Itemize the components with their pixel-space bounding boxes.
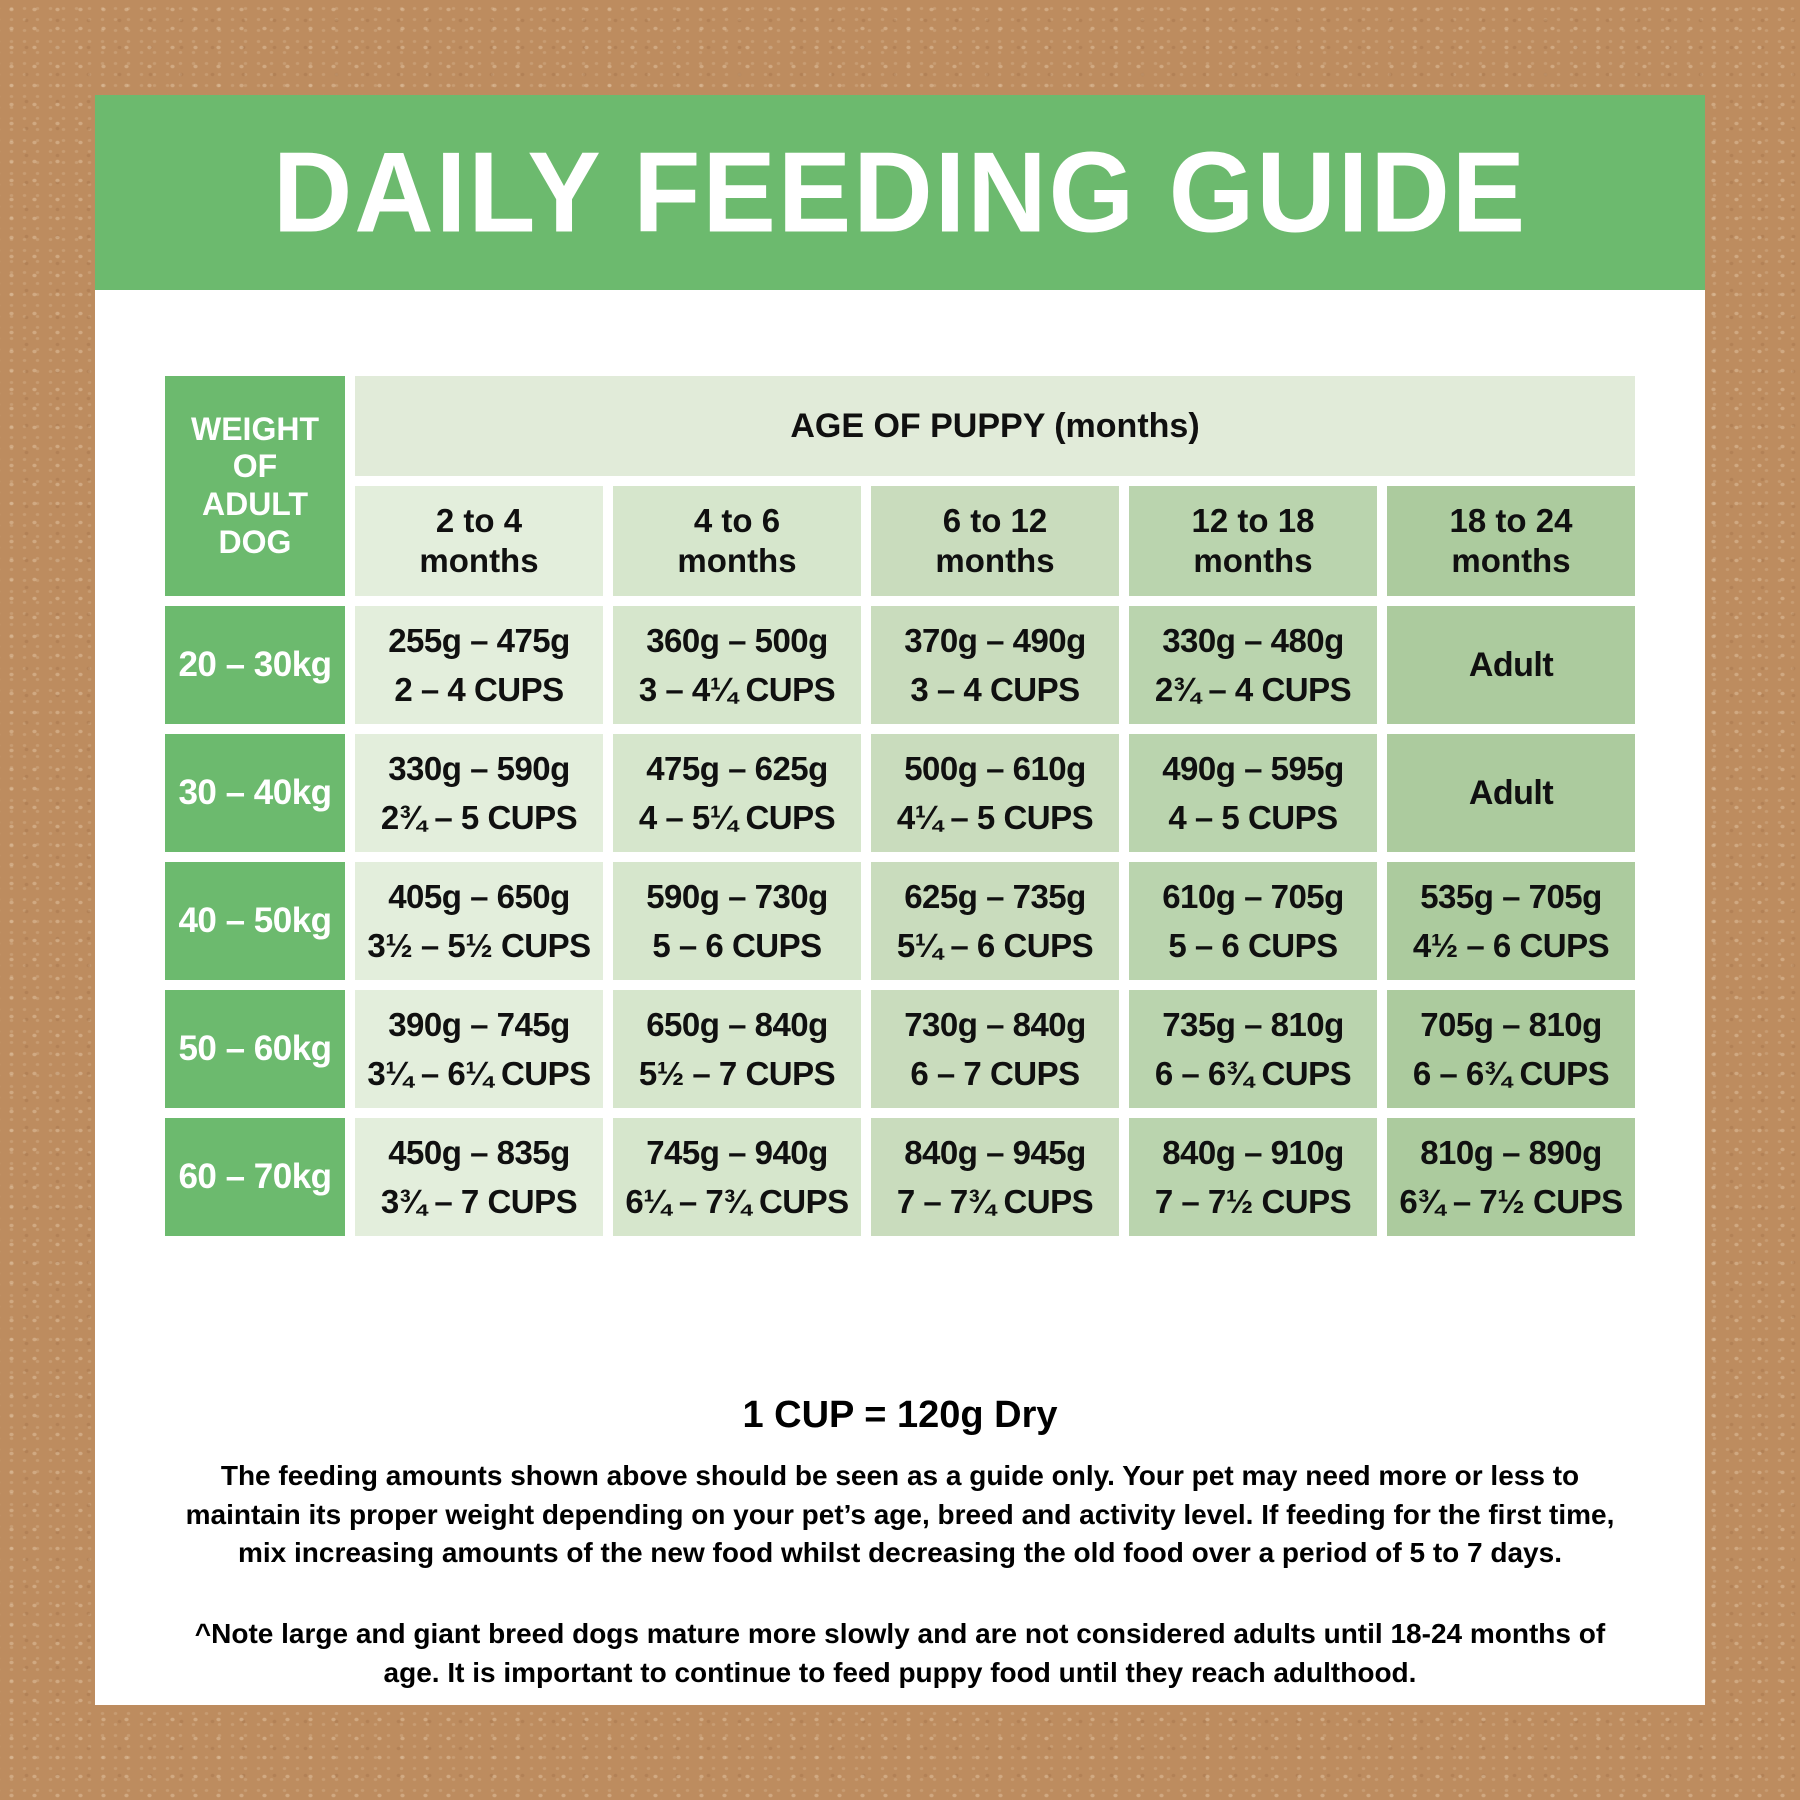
cups-range: 2¾ – 4 CUPS: [1154, 671, 1352, 708]
grams-range: 405g – 650g: [388, 877, 570, 915]
grams-range: 330g – 590g: [388, 749, 570, 787]
table-cell: [613, 990, 861, 1108]
cups-range: 2 – 4 CUPS: [394, 671, 564, 708]
table-cell: [613, 606, 861, 724]
table-cell: [871, 606, 1119, 724]
table-cell: [613, 734, 861, 852]
table-cell: [355, 990, 603, 1108]
grams-range: 390g – 745g: [388, 1005, 570, 1043]
grams-range: 650g – 840g: [646, 1005, 828, 1043]
row-header-40-50kg: 40 – 50kg: [165, 862, 345, 980]
col-header-12-18: 12 to 18 months: [1129, 486, 1377, 596]
cups-range: 3½ – 5½ CUPS: [367, 927, 591, 964]
table-cell: [1129, 990, 1377, 1108]
grams-range: 535g – 705g: [1420, 877, 1602, 915]
grams-range: 730g – 840g: [904, 1005, 1086, 1043]
row-header-30-40kg: 30 – 40kg: [165, 734, 345, 852]
grams-range: 490g – 595g: [1162, 749, 1344, 787]
feeding-table-grid: [165, 376, 1635, 1236]
age-group-header: AGE OF PUPPY (months): [355, 376, 1635, 476]
table-cell: [1129, 606, 1377, 724]
large-breed-note: ^Note large and giant breed dogs mature more slowly and are not considered adults until 18-24 months of age. It is important to continue to feed puppy food until they reach adulthood.: [194, 1617, 1606, 1688]
cups-range: 7 – 7¾ CUPS: [896, 1183, 1094, 1220]
grams-range: 840g – 910g: [1162, 1133, 1344, 1171]
table-cell: [355, 734, 603, 852]
cups-range: 2¾ – 5 CUPS: [380, 799, 578, 836]
table-cell: [1129, 862, 1377, 980]
grams-range: 590g – 730g: [646, 877, 828, 915]
weight-corner-header: WEIGHT OF ADULT DOG: [165, 376, 345, 596]
cups-range: 5 – 6 CUPS: [1168, 927, 1338, 964]
table-cell: [871, 1118, 1119, 1236]
table-cell: [871, 990, 1119, 1108]
cups-range: 3¼ – 6¼ CUPS: [367, 1055, 591, 1092]
cups-range: 4 – 5 CUPS: [1168, 799, 1338, 836]
cups-range: 6 – 6¾ CUPS: [1154, 1055, 1352, 1092]
grams-range: 450g – 835g: [388, 1133, 570, 1171]
adult-label: Adult: [1468, 773, 1554, 812]
cups-range: 4 – 5¼ CUPS: [638, 799, 836, 836]
cups-range: 3 – 4¼ CUPS: [638, 671, 836, 708]
table-cell: [613, 1118, 861, 1236]
feeding-table: [165, 376, 1635, 1236]
table-cell: [355, 606, 603, 724]
cups-range: 5 – 6 CUPS: [652, 927, 822, 964]
feeding-guide-card: [95, 95, 1705, 1705]
grams-range: 810g – 890g: [1420, 1133, 1602, 1171]
col-header-2-4: 2 to 4 months: [355, 486, 603, 596]
grams-range: 745g – 940g: [646, 1133, 828, 1171]
grams-range: 735g – 810g: [1162, 1005, 1344, 1043]
cups-range: 7 – 7½ CUPS: [1154, 1183, 1352, 1220]
table-cell: [871, 862, 1119, 980]
col-header-6-12: 6 to 12 months: [871, 486, 1119, 596]
cups-range: 4¼ – 5 CUPS: [896, 799, 1094, 836]
table-cell: [355, 1118, 603, 1236]
cups-range: 6¼ – 7¾ CUPS: [625, 1183, 849, 1220]
row-header-20-30kg: 20 – 30kg: [165, 606, 345, 724]
page-title: DAILY FEEDING GUIDE: [272, 128, 1528, 257]
grams-range: 370g – 490g: [904, 621, 1086, 659]
table-cell: [1387, 862, 1635, 980]
table-cell: [613, 862, 861, 980]
row-header-50-60kg: 50 – 60kg: [165, 990, 345, 1108]
table-cell: [1129, 1118, 1377, 1236]
grams-range: 330g – 480g: [1162, 621, 1344, 659]
row-header-60-70kg: 60 – 70kg: [165, 1118, 345, 1236]
cups-range: 6 – 7 CUPS: [910, 1055, 1080, 1092]
cups-range: 3¾ – 7 CUPS: [380, 1183, 578, 1220]
table-cell-adult: [1387, 606, 1635, 724]
grams-range: 705g – 810g: [1420, 1005, 1602, 1043]
grams-range: 500g – 610g: [904, 749, 1086, 787]
table-cell: [1387, 990, 1635, 1108]
col-header-18-24: 18 to 24 months: [1387, 486, 1635, 596]
cups-range: 5½ – 7 CUPS: [638, 1055, 836, 1092]
cups-range: 6 – 6¾ CUPS: [1412, 1055, 1610, 1092]
grams-range: 475g – 625g: [646, 749, 828, 787]
table-cell: [1387, 1118, 1635, 1236]
table-cell: [355, 862, 603, 980]
feeding-guide-paragraph: The feeding amounts shown above should be seen as a guide only. Your pet may need more or less to maintain its proper weight depending on your pet’s age, breed and activity level. If feeding for the first time, mix increasing amounts of the new food whilst decreasing the old food over a period of 5 to 7 days.: [185, 1460, 1615, 1569]
grams-range: 840g – 945g: [904, 1133, 1086, 1171]
grams-range: 255g – 475g: [388, 621, 570, 659]
col-header-4-6: 4 to 6 months: [613, 486, 861, 596]
table-cell: [1129, 734, 1377, 852]
table-cell: [871, 734, 1119, 852]
cups-range: 4½ – 6 CUPS: [1412, 927, 1610, 964]
footer-notes: [95, 1394, 1705, 1692]
title-banner: [95, 95, 1705, 290]
grams-range: 360g – 500g: [646, 621, 828, 659]
cups-range: 5¼ – 6 CUPS: [896, 927, 1094, 964]
cup-conversion-note: 1 CUP = 120g Dry: [742, 1394, 1058, 1436]
cups-range: 3 – 4 CUPS: [910, 671, 1080, 708]
cups-range: 6¾ – 7½ CUPS: [1399, 1183, 1623, 1220]
grams-range: 610g – 705g: [1162, 877, 1344, 915]
table-cell-adult: [1387, 734, 1635, 852]
grams-range: 625g – 735g: [904, 877, 1086, 915]
adult-label: Adult: [1468, 645, 1554, 684]
